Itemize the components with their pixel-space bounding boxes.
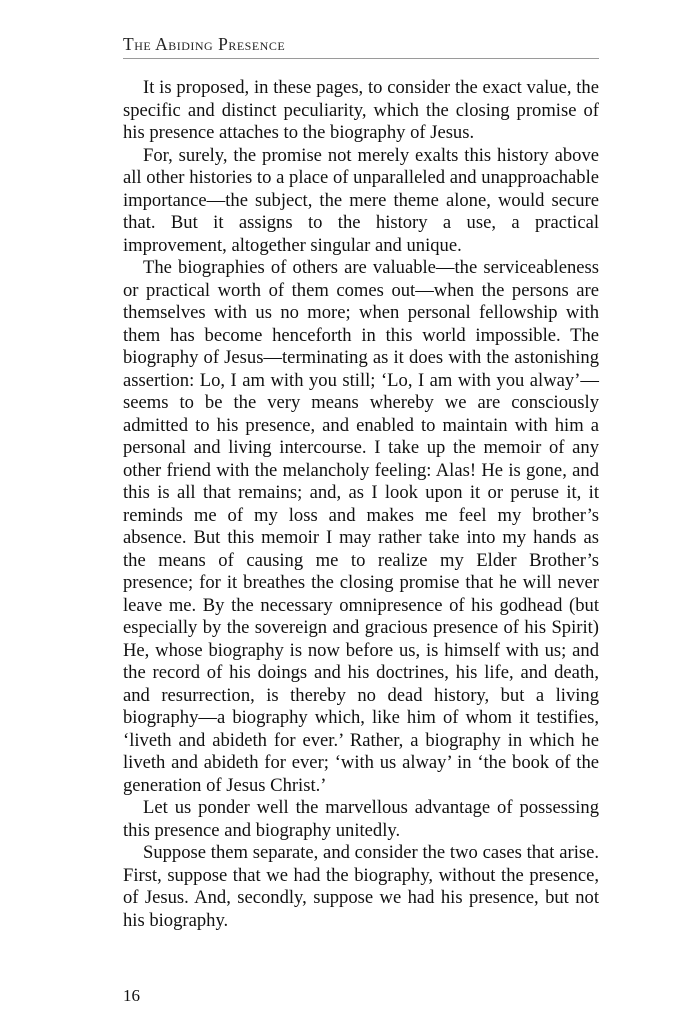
paragraph: Let us ponder well the marvellous advantage of possessing this presence and biography unitedly. — [123, 797, 599, 841]
paragraph: Suppose them separate, and consider the two cases that arise. First, suppose that we had the biography, without the presence, of Jesus. And, secondly, suppose we had his presence, but not his biography. — [123, 842, 599, 931]
running-head-title: The Abiding Presence — [123, 34, 286, 54]
running-head — [123, 34, 599, 59]
paragraph: It is proposed, in these pages, to consider the exact value, the specific and distinct peculiarity, which the closing promise of his presence attaches to the biography of Jesus. — [123, 77, 599, 143]
page-number: 16 — [123, 986, 140, 1005]
body-text — [123, 77, 599, 932]
paragraph: For, surely, the promise not merely exalts this history above all other histories to a place of unparalleled and unapproachable importance—the subject, the mere theme alone, would secure that. But it assigns to the history a use, a practical improvement, altogether singular and unique. — [123, 144, 599, 256]
paragraph: The biographies of others are valuable—the serviceableness or practical worth of them comes out—when the persons are themselves with us no more; when personal fellowship with them has become henceforth in this world impossible. The biography of Jesus—terminating as it does with the astonishing assertion: Lo, I am with you still; ‘Lo, I am with you alway’—seems to be the very means whereby we are consciously admitted to his presence, and enabled to maintain with him a personal and living intercourse. I take up the memoir of any other friend with the melancholy feeling: Alas! He is gone, and this is all that remains; and, as I look upon it or peruse it, it reminds me of my loss and makes me feel my brother’s absence. But this memoir I may rather take into my hands as the means of causing me to realize my Elder Brother’s presence; for it breathes the closing promise that he will never leave me. By the necessary omnipresence of his godhead (but especially by the sovereign and gracious presence of his Spirit) He, whose biography is now before us, is himself with us; and the record of his doings and his doctrines, his life, and death, and resurrection, is thereby no dead history, but a living biography—a biography which, like him of whom it testifies, ‘liveth and abideth for ever.’ Rather, a biography in which he liveth and abideth for ever; ‘with us alway’ in ‘the book of the generation of Jesus Christ.’ — [123, 257, 599, 796]
